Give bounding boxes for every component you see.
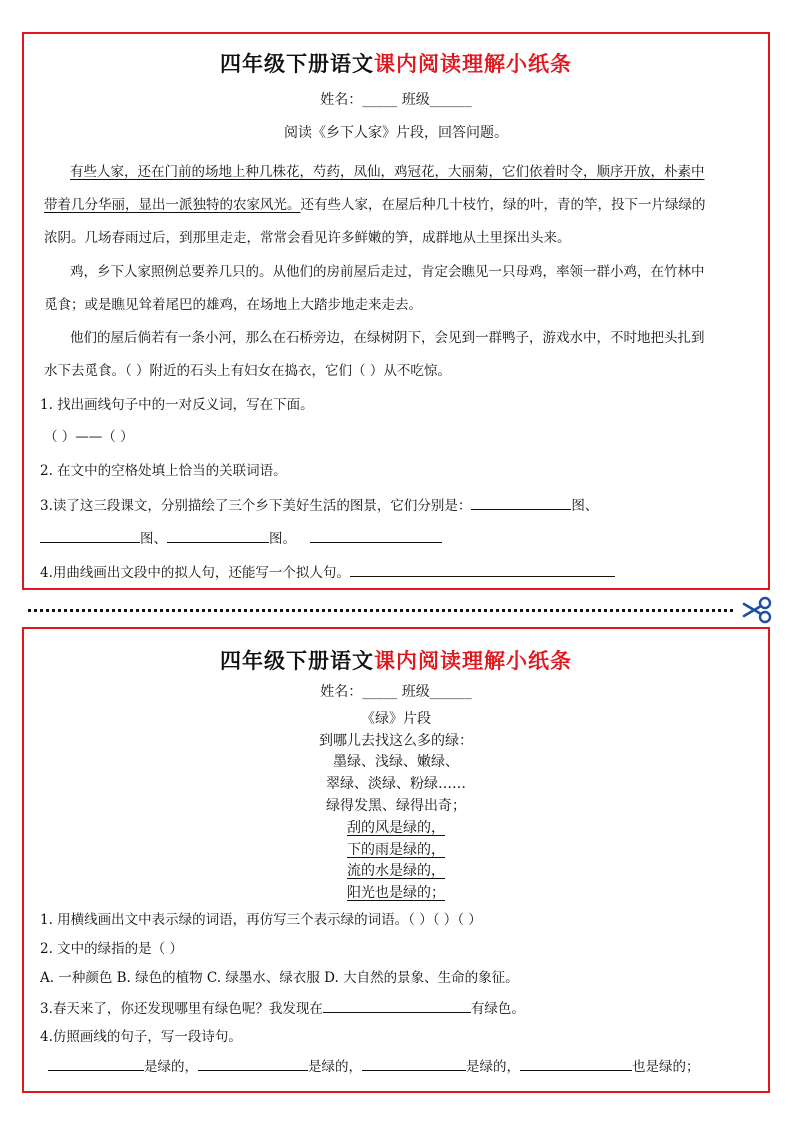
passage-line (44, 195, 706, 215)
passage-line: 浓阴。几场春雨过后，到那里走走，常常会看见许多鲜嫩的笋，成群地从土里探出头来。 (44, 230, 571, 246)
passage-line: 有些人家，还在门前的场地上种几株花，芍药，凤仙，鸡冠花，大丽菊，它们依着时令，顺序开放，朴素中 (70, 164, 705, 180)
answer-blank[interactable] (471, 495, 571, 510)
title-black: 四年级下册语文 (220, 52, 374, 76)
title-black: 四年级下册语文 (220, 649, 374, 673)
answer-blank[interactable] (198, 1056, 308, 1071)
poem-line-underlined: 刮的风是绿的， (347, 820, 445, 836)
question-4: 4.仿照画线的句子，写一段诗句。 (40, 1029, 242, 1045)
passage-line: 鸡，乡下人家照例总要养几只的。从他们的房前屋后走过，肯定会瞧见一只母鸡，率领一群小鸡，在竹林中 (70, 264, 705, 280)
poem-line-underlined: 阳光也是绿的； (347, 885, 445, 901)
question-2: 2. 在文中的空格处填上恰当的关联词语。 (40, 463, 287, 479)
question-4 (40, 562, 615, 583)
question-3-text: 3.春天来了，你还发现哪里有绿色呢？我发现在 (40, 1001, 323, 1017)
answer-blank[interactable] (323, 998, 471, 1013)
answer-blank[interactable] (310, 528, 442, 543)
cut-line (28, 609, 733, 612)
passage-text: 还有些人家，在屋后种几十枝竹，绿的叶，青的竿，投下一片绿绿的 (300, 197, 706, 213)
answer-blank[interactable] (362, 1056, 466, 1071)
poem-line-underlined: 下的雨是绿的， (347, 842, 445, 858)
question-3 (40, 495, 598, 516)
question-1: 1. 用横线画出文中表示绿的词语，再仿写三个表示绿的词语。（ ）（ ）（ ） (40, 912, 482, 928)
answer-blank[interactable] (167, 528, 269, 543)
reading-slip-1 (22, 32, 770, 590)
question-4-fill: 是绿的， 是绿的， 是绿的， 也是绿的； (48, 1056, 700, 1077)
poem-line: 绿得发黑、绿得出奇； (326, 798, 466, 814)
poem-line-underlined: 流的水是绿的， (347, 863, 445, 879)
title-red: 课内阅读理解小纸条 (374, 52, 572, 76)
poem-line: 《绿》片段 (361, 711, 431, 727)
passage-line: 水下去觅食。（ ）附近的石头上有妇女在捣衣，它们（ ）从不吃惊。 (44, 363, 451, 379)
scissors-icon (742, 596, 774, 628)
question-4-text: 4.用曲线画出文段中的拟人句，还能写一个拟人句。 (40, 565, 350, 581)
answer-blank[interactable] (520, 1056, 632, 1071)
poem-line: 墨绿、浅绿、嫩绿、 (333, 754, 459, 770)
question-2-options[interactable]: A. 一种颜色 B. 绿色的植物 C. 绿墨水、绿衣服 D. 大自然的景象、生命的象征。 (40, 970, 519, 986)
question-1-answer[interactable]: （ ）——（ ） (44, 429, 134, 445)
slip-title (24, 645, 768, 675)
question-3 (40, 998, 525, 1019)
question-3-suffix: 图、 (571, 498, 599, 514)
question-3-suffix: 有绿色。 (470, 1001, 525, 1017)
poem-line: 翠绿、淡绿、粉绿…… (326, 776, 466, 792)
question-3-cont (40, 528, 442, 549)
question-1: 1. 找出画线句子中的一对反义词，写在下面。 (40, 397, 314, 413)
question-3-suffix: 图、 (140, 531, 167, 547)
underlined-sentence: 带着几分华丽，显出一派独特的农家风光。 (44, 197, 301, 213)
poem-line: 到哪儿去找这么多的绿： (319, 733, 473, 749)
instruction: 阅读《乡下人家》片段，回答问题。 (284, 125, 508, 141)
question-3-text: 3.读了这三段课文，分别描绘了三个乡下美好生活的图景，它们分别是： (40, 498, 472, 514)
answer-blank[interactable] (40, 528, 140, 543)
question-2: 2. 文中的绿指的是（ ） (40, 941, 183, 957)
answer-blank[interactable] (48, 1056, 144, 1071)
answer-blank[interactable] (350, 562, 615, 577)
passage-line: 觅食；或是瞧见耸着尾巴的雄鸡，在场地上大踏步地走来走去。 (44, 297, 422, 313)
name-class-line: 姓名：_____ 班级______ (320, 684, 472, 700)
reading-slip-2 (22, 627, 770, 1093)
passage-line: 他们的屋后倘若有一条小河，那么在石桥旁边，在绿树阴下，会见到一群鸭子，游戏水中，不时地把头扎到 (70, 330, 705, 346)
name-class-line: 姓名：_____ 班级______ (320, 92, 472, 108)
slip-title (24, 48, 768, 78)
question-3-suffix: 图。 (269, 531, 296, 547)
title-red: 课内阅读理解小纸条 (374, 649, 572, 673)
